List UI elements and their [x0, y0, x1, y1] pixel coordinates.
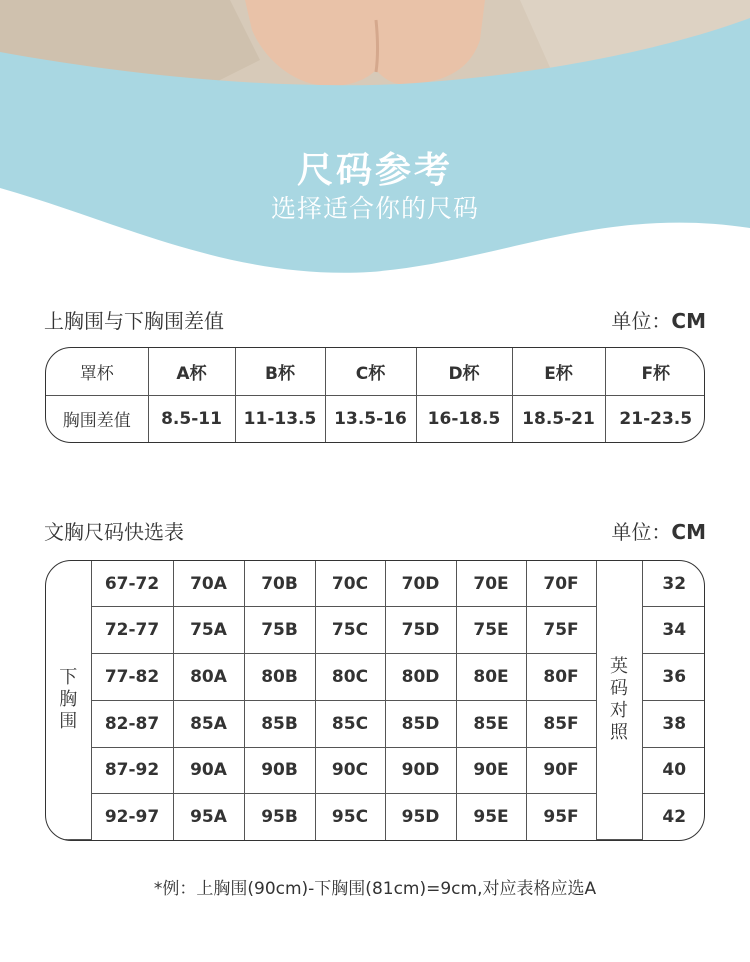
size-cell: 80F — [526, 653, 596, 700]
cup-difference-table — [45, 347, 705, 443]
label-char: 围 — [59, 711, 78, 732]
size-cell: 80E — [456, 653, 526, 700]
hero-title: 尺码参考 — [296, 150, 453, 191]
uk-size: 38 — [642, 700, 705, 747]
size-cell: 85F — [526, 700, 596, 747]
cup-cell: A杯 — [148, 348, 235, 395]
size-quick-select-table — [45, 560, 705, 841]
hero-subtitle: 选择适合你的尺码 — [270, 194, 479, 223]
underbust-range: 72-77 — [91, 607, 173, 654]
diff-row — [46, 395, 705, 442]
size-cell: 70E — [456, 561, 526, 607]
unit-label: 单位： — [611, 309, 672, 333]
size-section-title: 文胸尺码快选表 — [44, 520, 184, 544]
label-char: 对 — [610, 700, 628, 721]
size-cell: 90D — [385, 747, 456, 794]
size-cell: 80A — [173, 653, 244, 700]
cup-cell: E杯 — [512, 348, 605, 395]
size-cell: 85D — [385, 700, 456, 747]
size-cell: 75F — [526, 607, 596, 654]
underbust-range: 77-82 — [91, 653, 173, 700]
size-cell: 75E — [456, 607, 526, 654]
size-cell: 70D — [385, 561, 456, 607]
cup-cell: F杯 — [605, 348, 705, 395]
uk-size: 34 — [642, 607, 705, 654]
size-cell: 90C — [315, 747, 385, 794]
cup-cell: D杯 — [416, 348, 512, 395]
diff-cell: 21-23.5 — [605, 395, 705, 442]
size-cell: 75A — [173, 607, 244, 654]
size-cell: 80B — [244, 653, 315, 700]
size-cell: 85C — [315, 700, 385, 747]
uk-size: 36 — [642, 653, 705, 700]
unit-value: CM — [671, 520, 706, 544]
size-cell: 70F — [526, 561, 596, 607]
cup-section-unit — [611, 305, 706, 334]
size-cell: 80D — [385, 653, 456, 700]
cup-cell: B杯 — [235, 348, 325, 395]
size-section-unit — [611, 516, 706, 545]
size-cell: 75C — [315, 607, 385, 654]
example-footnote: *例：上胸围(90cm)-下胸围(81cm)=9cm,对应表格应选A — [153, 879, 597, 899]
diff-cell: 18.5-21 — [512, 395, 605, 442]
size-cell: 90E — [456, 747, 526, 794]
table-row — [46, 561, 705, 607]
size-cell: 95F — [526, 794, 596, 840]
size-cell: 70A — [173, 561, 244, 607]
uk-size-label — [596, 561, 642, 840]
size-cell: 90B — [244, 747, 315, 794]
size-cell: 90A — [173, 747, 244, 794]
underbust-range: 87-92 — [91, 747, 173, 794]
size-cell: 95D — [385, 794, 456, 840]
diff-cell: 8.5-11 — [148, 395, 235, 442]
uk-size: 42 — [642, 794, 705, 840]
size-cell: 85A — [173, 700, 244, 747]
underbust-range: 82-87 — [91, 700, 173, 747]
underbust-label — [46, 561, 91, 840]
diff-row-header: 胸围差值 — [46, 395, 148, 442]
unit-label: 单位： — [611, 520, 672, 544]
diff-cell: 16-18.5 — [416, 395, 512, 442]
uk-size: 40 — [642, 747, 705, 794]
unit-value: CM — [671, 309, 706, 333]
label-char: 码 — [610, 678, 628, 699]
uk-size: 32 — [642, 561, 705, 607]
size-cell: 85B — [244, 700, 315, 747]
size-cell: 95E — [456, 794, 526, 840]
hero-banner — [0, 0, 750, 290]
size-cell: 75B — [244, 607, 315, 654]
cup-cell: C杯 — [325, 348, 416, 395]
label-char: 胸 — [59, 689, 78, 710]
cup-section-title: 上胸围与下胸围差值 — [44, 309, 224, 333]
size-cell: 70B — [244, 561, 315, 607]
size-cell: 85E — [456, 700, 526, 747]
size-cell: 95C — [315, 794, 385, 840]
size-cell: 70C — [315, 561, 385, 607]
diff-cell: 11-13.5 — [235, 395, 325, 442]
size-cell: 80C — [315, 653, 385, 700]
size-cell: 75D — [385, 607, 456, 654]
size-cell: 95A — [173, 794, 244, 840]
cup-row-header: 罩杯 — [46, 348, 148, 395]
underbust-range: 67-72 — [91, 561, 173, 607]
label-char: 下 — [59, 667, 78, 688]
size-cell: 90F — [526, 747, 596, 794]
label-char: 照 — [610, 722, 628, 743]
underbust-range: 92-97 — [91, 794, 173, 840]
diff-cell: 13.5-16 — [325, 395, 416, 442]
label-char: 英 — [610, 656, 628, 677]
size-cell: 95B — [244, 794, 315, 840]
cup-row — [46, 348, 705, 395]
